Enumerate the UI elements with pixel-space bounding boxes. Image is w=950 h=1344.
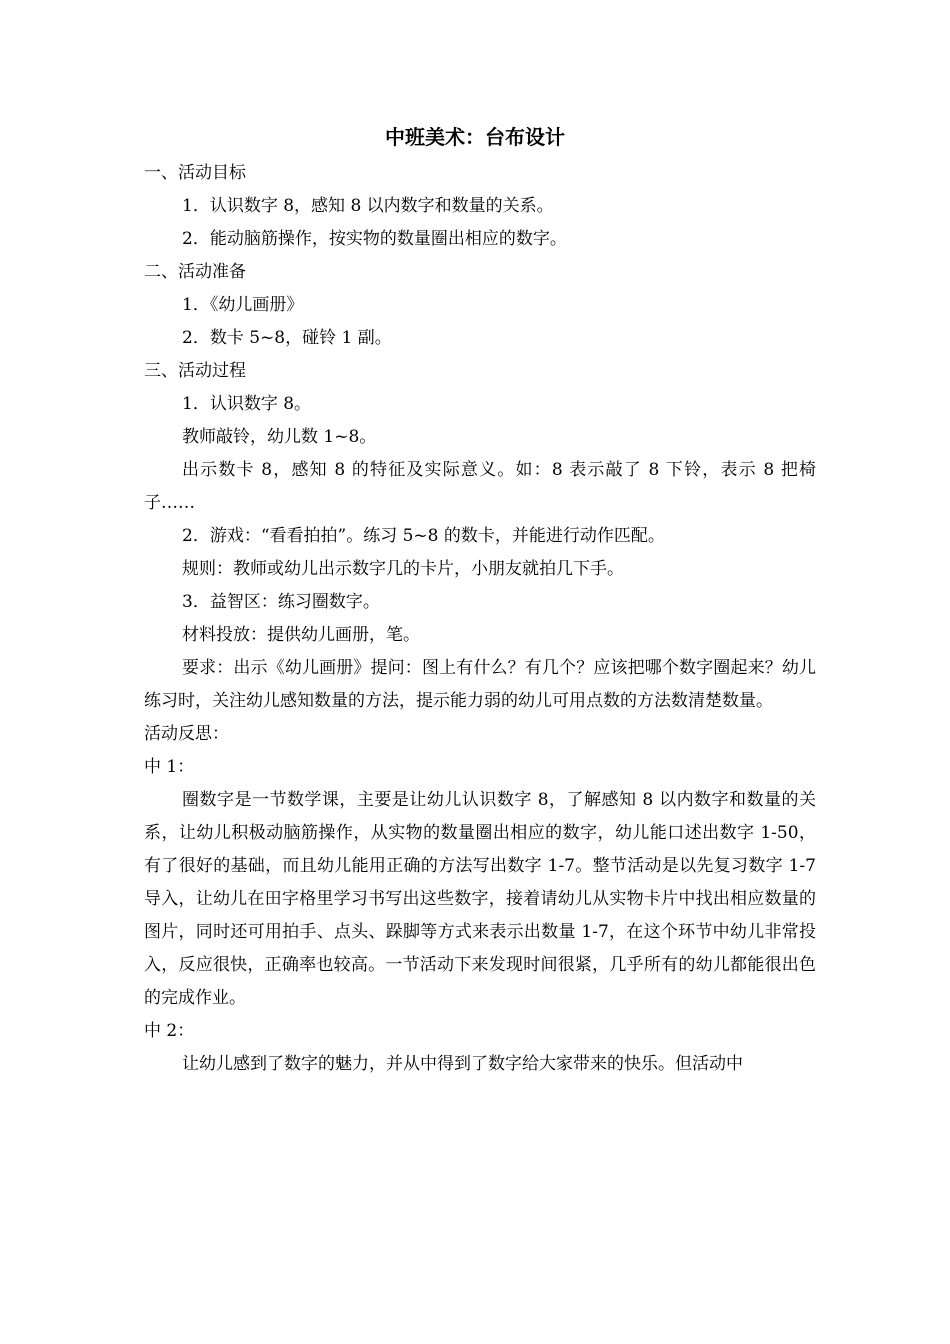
section-heading-process: 三、活动过程: [144, 361, 246, 381]
goal-item-1: 1．认识数字 8，感知 8 以内数字和数量的关系。: [182, 196, 554, 216]
section-heading-goals: 一、活动目标: [144, 163, 246, 183]
goal-item-2: 2．能动脑筋操作，按实物的数量圈出相应的数字。: [182, 229, 567, 249]
process-item-3: 2．游戏：“看看拍拍”。练习 5~8 的数卡，并能进行动作匹配。: [182, 526, 665, 546]
prep-item-1: 1．《幼儿画册》: [182, 295, 304, 315]
process-paragraph-1: 出示数卡 8，感知 8 的特征及实际意义。如：8 表示敲了 8 下铃，表示 8 把椅子……: [144, 460, 816, 513]
section-heading-preparation: 二、活动准备: [144, 262, 246, 282]
process-item-1: 1．认识数字 8。: [182, 394, 312, 414]
prep-item-2: 2．数卡 5~8，碰铃 1 副。: [182, 328, 392, 348]
document-body: [144, 157, 816, 1081]
reflection-part1-label: 中 1：: [144, 757, 195, 777]
process-item-2: 教师敲铃，幼儿数 1~8。: [182, 427, 377, 447]
reflection-part2-text: 让幼儿感到了数字的魅力，并从中得到了数字给大家带来的快乐。但活动中: [182, 1054, 743, 1074]
reflection-part2-label: 中 2：: [144, 1021, 195, 1041]
process-item-4: 规则：教师或幼儿出示数字几的卡片，小朋友就拍几下手。: [182, 559, 624, 579]
reflection-part1-text: 圈数字是一节数学课，主要是让幼儿认识数字 8，了解感知 8 以内数字和数量的关系，让幼儿积极动脑筋操作，从实物的数量圈出相应的数字，幼儿能口述出数字 1-50，有了很好的基础，而且幼儿能用正确的方法写出数字 1-7。整节活动是以先复习数字 1-7 导入，让幼儿在田字格里学习书写出这些数字，接着请幼儿从实物卡片中找出相应数量的图片，同时还可用拍手、点头、跺脚等方式来表示出数量 1-7，在这个环节中幼儿非常投入，反应很快，正确率也较高。一节活动下来发现时间很紧，几乎所有的幼儿都能很出色的完成作业。: [144, 790, 816, 1008]
reflection-heading: 活动反思：: [144, 724, 229, 744]
process-item-6: 材料投放：提供幼儿画册，笔。: [182, 625, 420, 645]
document-title: 中班美术：台布设计: [385, 125, 565, 149]
process-paragraph-2: 要求：出示《幼儿画册》提问：图上有什么？有几个？应该把哪个数字圈起来？幼儿练习时，关注幼儿感知数量的方法，提示能力弱的幼儿可用点数的方法数清楚数量。: [144, 658, 816, 711]
process-item-5: 3．益智区：练习圈数字。: [182, 592, 380, 612]
